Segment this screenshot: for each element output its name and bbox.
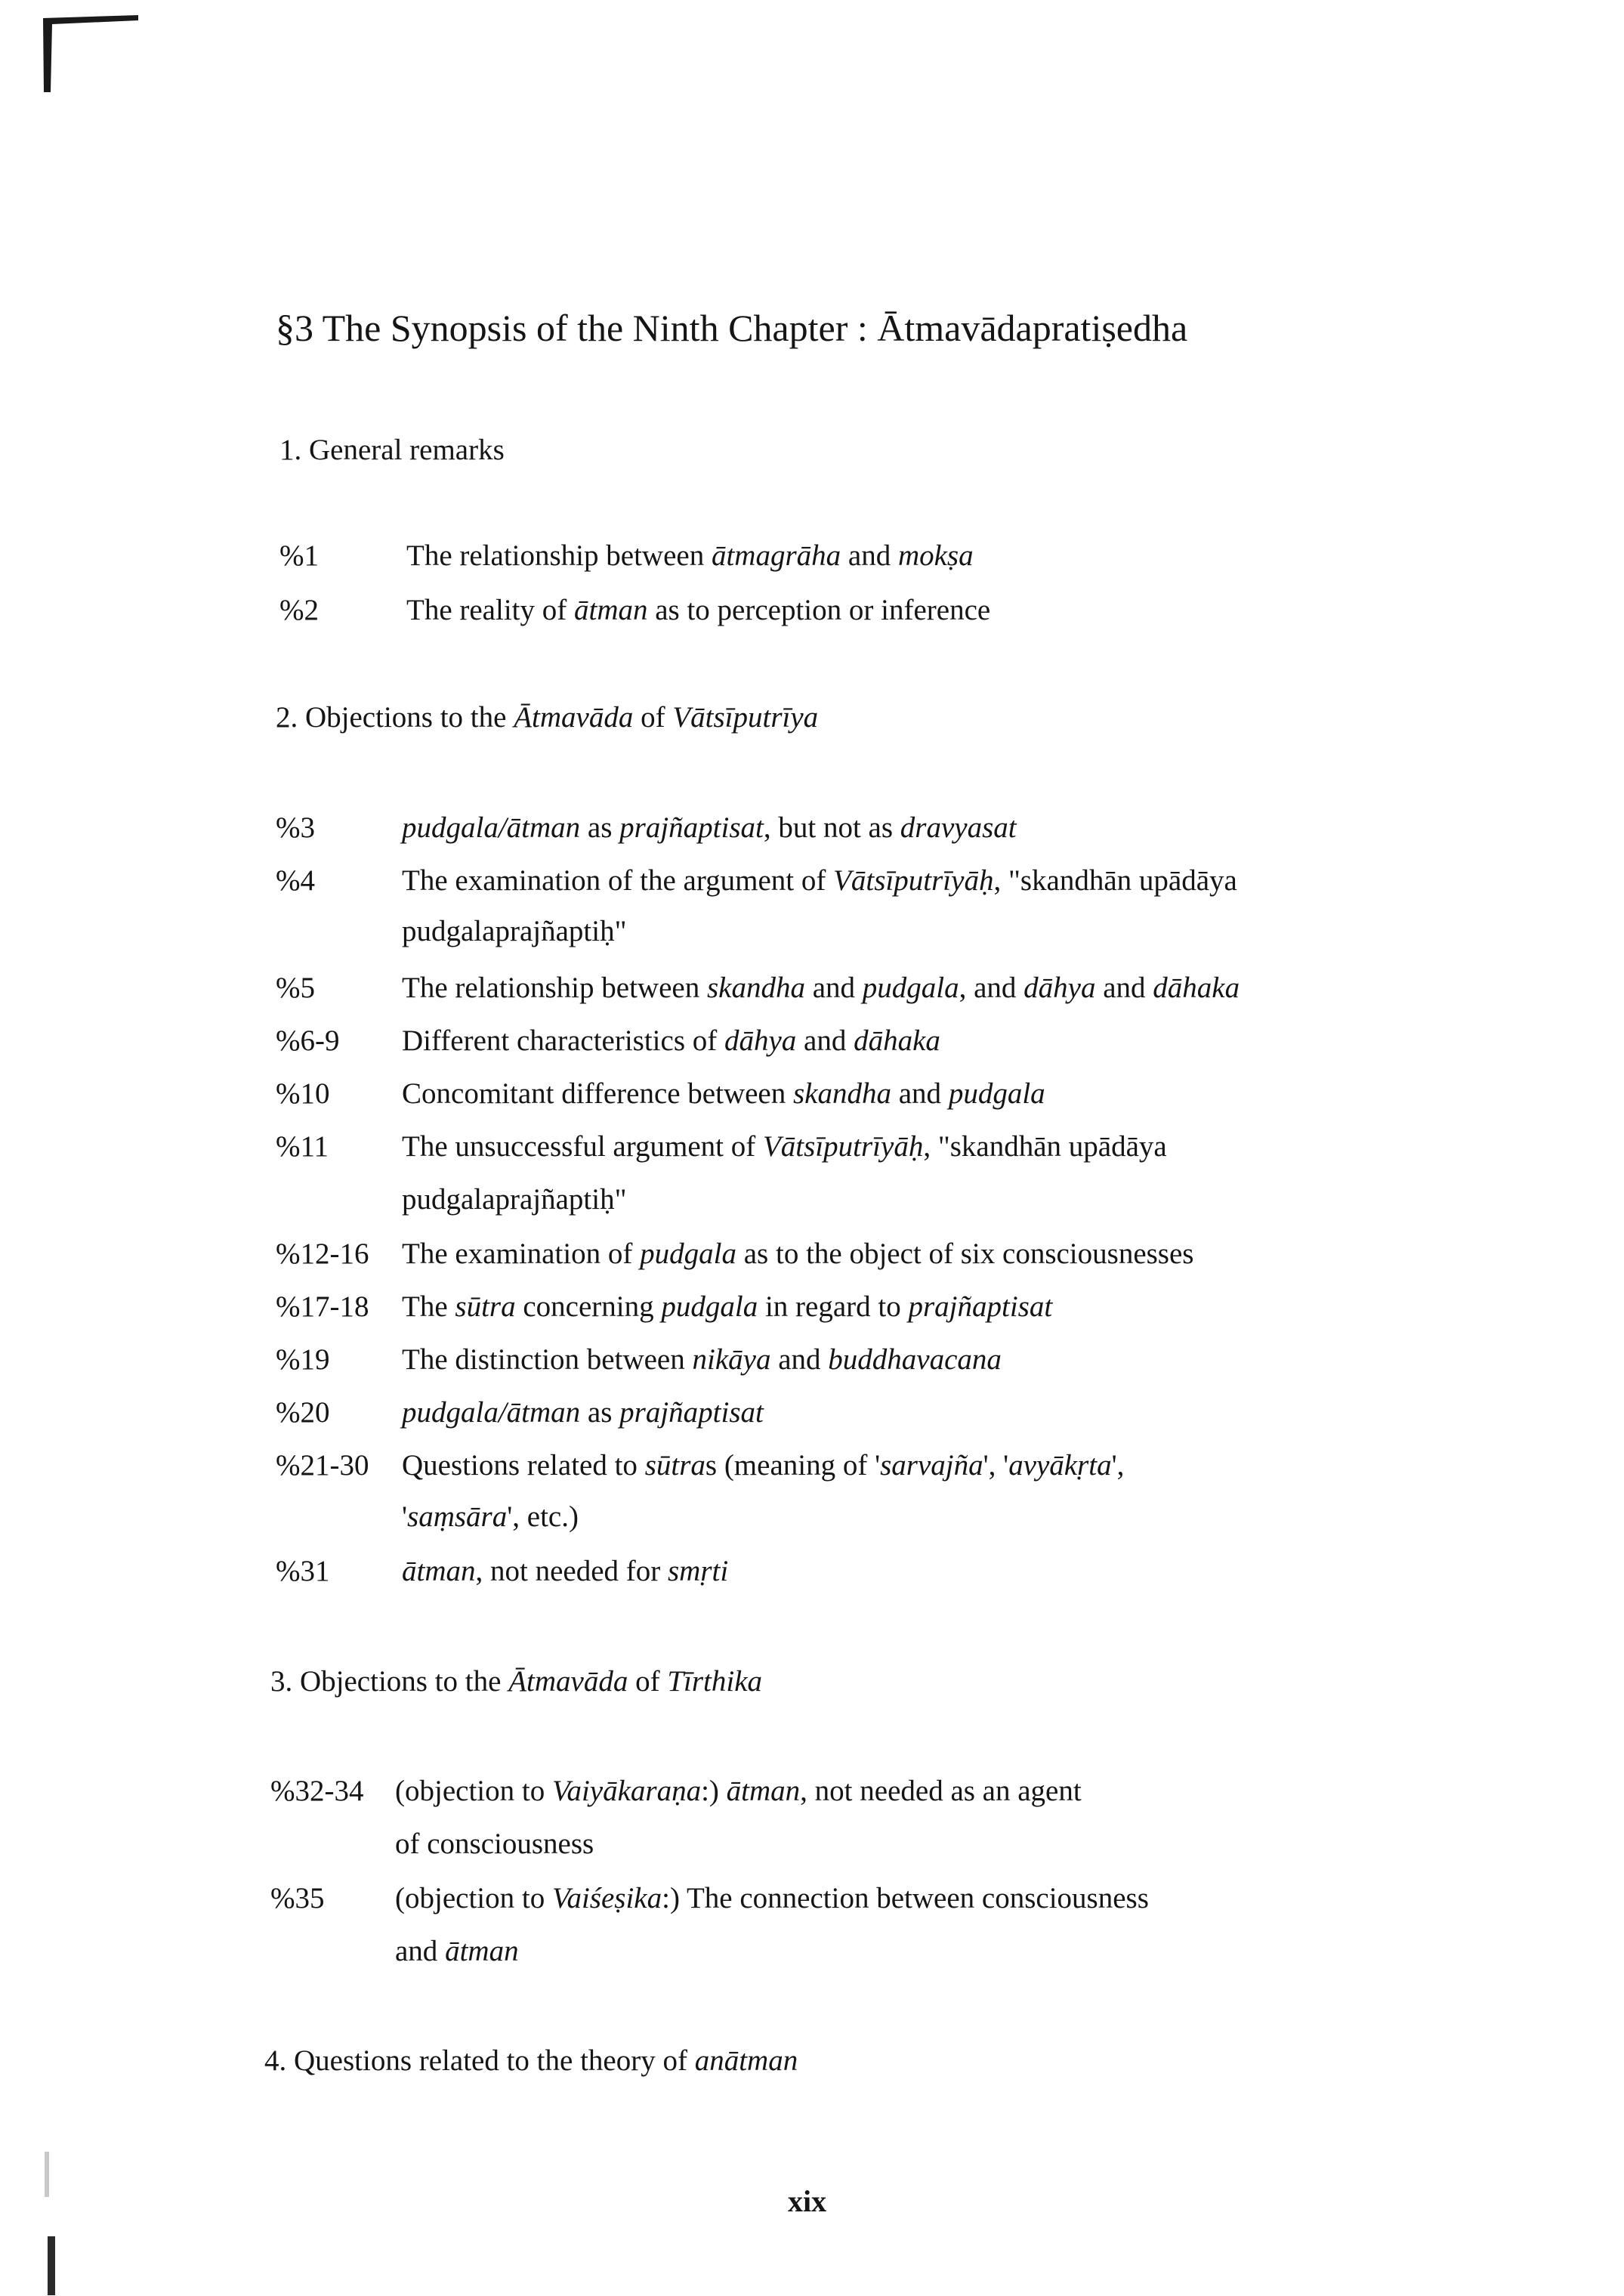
page-heading [276,306,1187,350]
list-item-continuation: pudgalaprajñaptiḥ" [402,915,627,947]
list-item-continuation: pudgalaprajñaptiḥ" [402,1183,627,1216]
section-heading: 3. Objections to the Ātmavāda of Tīrthika [270,1665,763,1698]
document-page: §3 The Synopsis of the Ninth Chapter : Ātmavādapratiṣedha 1. General remarks %1 The relationship between ātmagrāha and mokṣa %2 The reality of ātman as to perception or inference 2. Objections to the Ātmavāda of Vātsīputrīya %3 pudgala/ātman as prajñaptisat, but not as dravyasat %4 The examination of the argument of Vātsīputrīyāḥ, "skandhān upādāya pudgalaprajñaptiḥ" %5 The relationship between skandha and pudgala, and dāhya and dāhaka %6-9 Different characteristics of dāhya and dāhaka %10 Concomitant difference between skandha and pudgala %11 The unsuccessful argument of Vātsīputrīyāḥ, "skandhān upādāya pudgalaprajñaptiḥ" %12-16 The examination of pudgala as to the object of six consciousnesses %17-18 The sūtra concerning pudgala in regard to prajñaptisat %19 The distinction between nikāya and buddhavacana %20 pudgala/ātman as prajñaptisat %21-30 Questions related to sūtras (meaning of 'sarvajña', 'avyākṛta', 'saṃsāra', etc.) %31 ātman, not needed for smṛti 3. Objections to the Ātmavāda of Tīrthika %32-34 (objection to Vaiyākaraṇa:) ātman, not needed as an agent of consciousness %35 (objection to Vaiśeṣika:) The connection between consciousness and ātman 4. Questions related to the theory of anātman xix [0,0,1624,2296]
heading-title: Ātmavādapratiṣedha [877,307,1188,349]
list-item-continuation: of consciousness [395,1828,594,1860]
corner-bracket-mark [42,14,140,93]
binding-edge-mark [42,2146,60,2296]
section-heading: 4. Questions related to the theory of anātman [264,2044,798,2077]
list-item-continuation: and ātman [395,1935,519,1967]
page-number: xix [788,2184,827,2218]
section-heading: 1. General remarks [279,434,505,466]
section-heading: 2. Objections to the Ātmavāda of Vātsīputrīya [276,701,819,734]
heading-prefix: §3 The Synopsis of the Ninth Chapter : [276,307,878,349]
list-item-continuation: 'saṃsāra', etc.) [402,1500,579,1533]
